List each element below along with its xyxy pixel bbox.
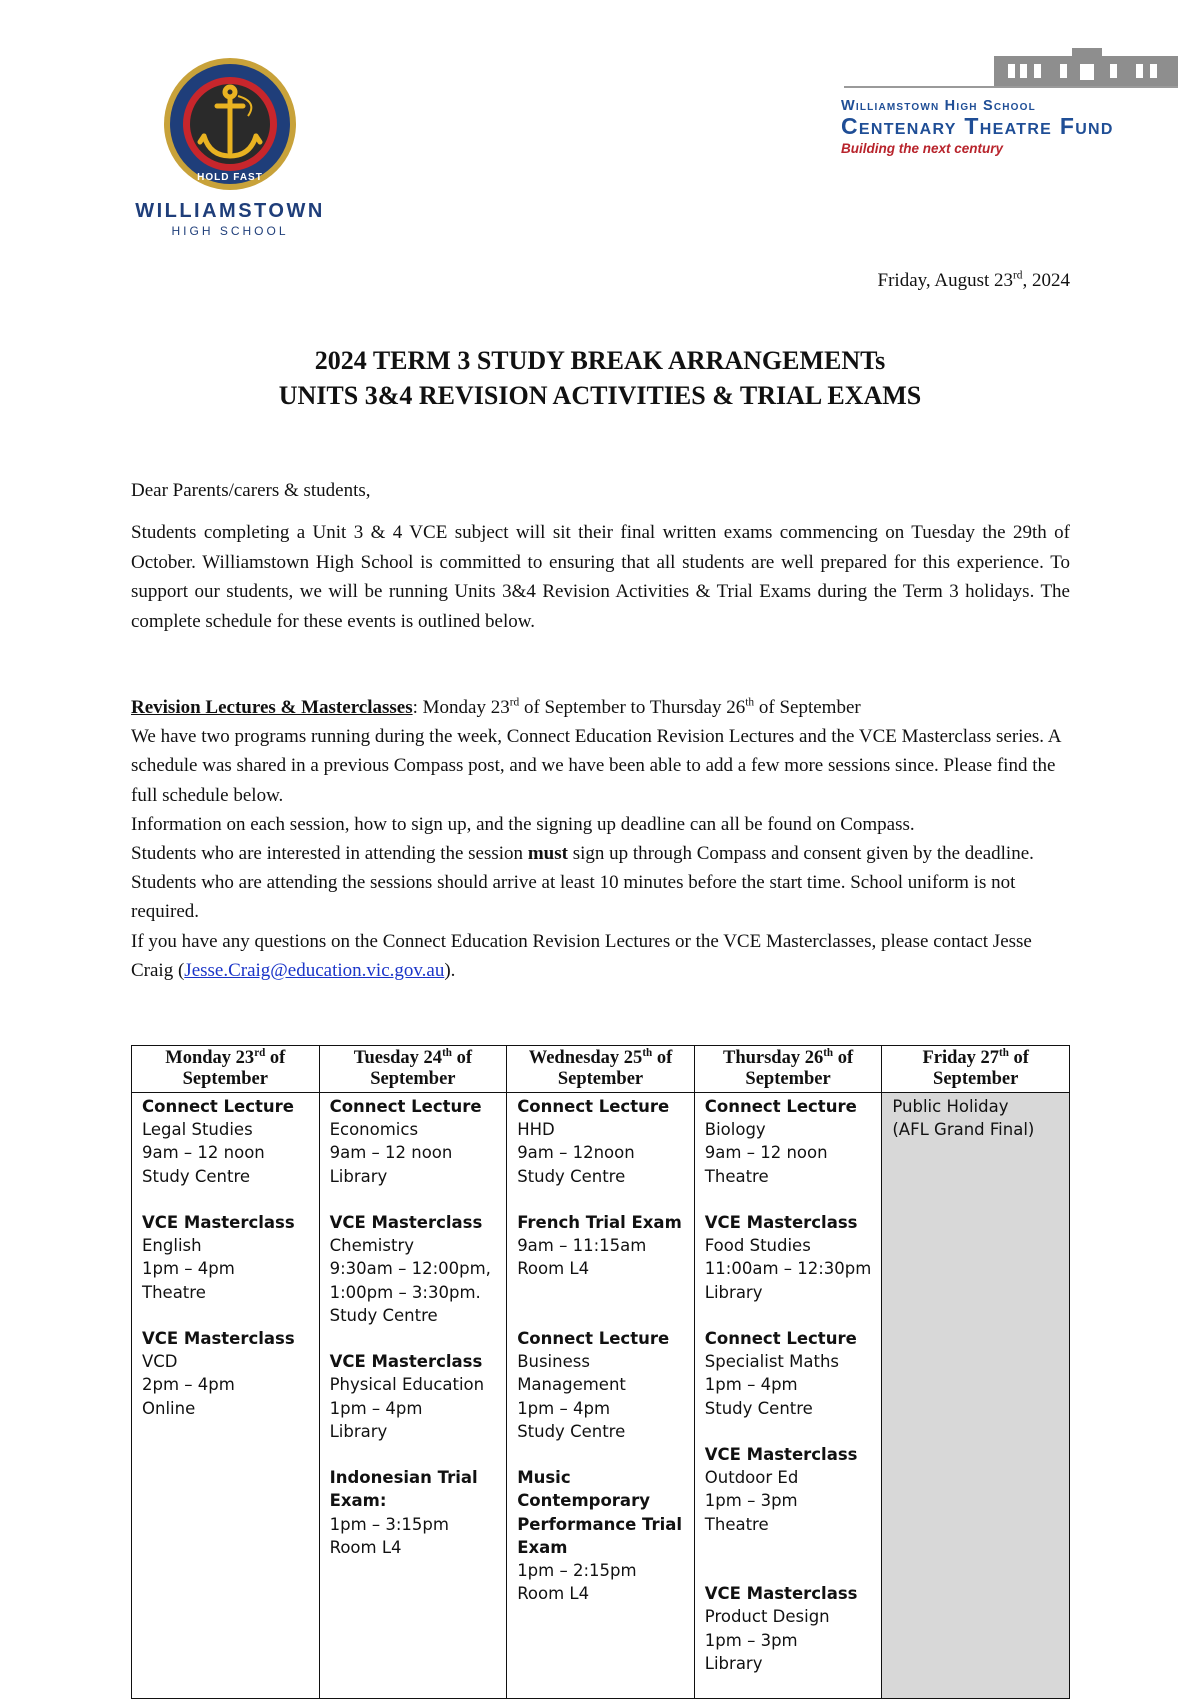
fund-title: Centenary Theatre Fund [841,113,1114,139]
event-detail: 1pm – 3pm [704,1630,798,1650]
revision-paragraph: Students who are attending the sessions should arrive at least 10 minutes before the start time. School uniform is not required. [131,872,1016,923]
event-detail: Physical Education [329,1375,485,1395]
day-header: Tuesday 24th of September [319,1046,507,1093]
event-detail: 1pm – 4pm [517,1398,611,1418]
event-detail: Study Centre [704,1398,813,1418]
day-header: Friday 27th of September [882,1046,1070,1093]
event-detail: Study Centre [142,1166,251,1186]
revision-paragraph: Students who are interested in attending the session must sign up through Compass and consent given by the deadline. [131,843,1034,865]
schedule-event [142,1327,313,1420]
event-detail: 1:00pm – 3:30pm. [329,1282,481,1302]
event-detail: English [142,1236,202,1256]
event-detail: Library [329,1421,388,1441]
schedule-event [330,1466,501,1559]
event-title: Music Contemporary Performance Trial Exam [517,1468,683,1557]
event-detail: Study Centre [329,1305,438,1325]
day-column [882,1093,1070,1699]
event-detail: 1pm – 4pm [329,1398,423,1418]
contact-email-link[interactable]: Jesse.Craig@education.vic.gov.au [184,959,445,981]
event-detail: 9am – 12 noon [329,1143,453,1163]
event-detail: Outdoor Ed [704,1468,799,1488]
event-title: Indonesian Trial Exam: [329,1468,478,1511]
event-detail: Theatre [142,1282,206,1302]
school-name: WILLIAMSTOWN [135,200,325,222]
event-detail: Theatre [704,1166,769,1186]
schedule-event [705,1327,876,1420]
event-detail: 1pm – 3pm [704,1491,798,1511]
event-title: French Trial Exam [517,1213,682,1232]
letter-date: Friday, August 23rd, 2024 [877,269,1070,291]
event-detail: 9am – 12noon [517,1143,635,1163]
event-detail: 11:00am – 12:30pm [704,1259,872,1279]
day-header: Wednesday 25th of September [507,1046,695,1093]
event-detail: Library [329,1166,388,1186]
school-subname: HIGH SCHOOL [171,224,289,238]
event-detail: 9:30am – 12:00pm, [329,1259,491,1279]
schedule-event [517,1095,688,1188]
event-detail: Biology [704,1120,766,1140]
event-detail: Study Centre [517,1166,626,1186]
event-detail: 1pm – 4pm [704,1375,798,1395]
event-detail: Room L4 [329,1537,402,1557]
event-title: VCE Masterclass [329,1213,483,1232]
schedule-event [517,1327,688,1443]
day-column [507,1093,695,1699]
event-detail: Legal Studies [142,1120,253,1140]
event-detail: 9am – 12 noon [142,1143,265,1163]
schedule-event [705,1582,876,1675]
event-detail: Chemistry [329,1236,414,1256]
event-detail: 1pm – 2:15pm [517,1561,637,1581]
schedule-event [330,1095,501,1188]
event-title: Connect Lecture [704,1097,857,1116]
event-detail: HHD [517,1120,555,1140]
event-detail: 9am – 11:15am [517,1236,647,1256]
event-detail: Room L4 [517,1259,590,1279]
letter-subtitle: UNITS 3&4 REVISION ACTIVITIES & TRIAL EXAMS [278,381,922,410]
event-detail: (AFL Grand Final) [892,1120,1035,1140]
schedule-header-row [132,1046,1070,1093]
event-title: VCE Masterclass [329,1352,483,1372]
event-detail: Economics [329,1120,419,1140]
schedule-table [131,1045,1070,1699]
schedule-body-row [132,1093,1070,1699]
event-detail: Specialist Maths [704,1352,839,1372]
revision-section [131,693,1076,985]
event-title: VCE Masterclass [142,1213,295,1232]
revision-paragraph: We have two programs running during the week, Connect Education Revision Lectures and the VCE Masterclass series. A schedule was shared in a previous Compass post, and we have been able to add a few more sessions since. Please find the full schedule below. [131,726,1061,806]
event-title: VCE Masterclass [704,1584,858,1604]
event-title: Connect Lecture [329,1097,482,1116]
day-column [694,1093,882,1699]
day-column [132,1093,320,1699]
schedule-event [142,1211,313,1304]
event-detail: 9am – 12 noon [704,1143,828,1163]
event-detail: Business Management [517,1352,626,1395]
event-detail: Public Holiday [892,1097,1009,1116]
schedule-event [330,1350,501,1443]
event-title: VCE Masterclass [704,1445,858,1464]
event-title: Connect Lecture [142,1097,294,1116]
revision-heading-line: Revision Lectures & Masterclasses: Monday 23rd of September to Thursday 26th of September [131,696,861,718]
event-detail: 2pm – 4pm [142,1375,235,1395]
event-title: Connect Lecture [704,1329,857,1348]
schedule-event [705,1211,876,1304]
event-detail: 1pm – 4pm [142,1259,235,1279]
event-detail: Online [142,1398,196,1418]
fund-school-name: Williamstown High School [841,98,1036,114]
event-detail: Library [704,1653,763,1673]
event-title: Connect Lecture [517,1329,670,1348]
event-title: VCE Masterclass [704,1213,858,1232]
event-detail: Food Studies [704,1236,811,1256]
revision-heading: Revision Lectures & Masterclasses [131,697,413,718]
day-header: Thursday 26th of September [694,1046,882,1093]
schedule-event [705,1443,876,1536]
day-column [319,1093,507,1699]
event-title: VCE Masterclass [142,1329,295,1348]
event-detail: Library [704,1282,763,1302]
day-header: Monday 23rd of September [132,1046,320,1093]
schedule-event [517,1211,688,1281]
fund-tagline: Building the next century [841,141,1004,156]
revision-paragraph: Information on each session, how to sign up, and the signing up deadline can all be found on Compass. [131,813,915,835]
crest-motto: HOLD FAST [197,172,263,183]
salutation: Dear Parents/carers & students, [131,480,371,501]
event-detail: Study Centre [517,1421,626,1441]
event-detail: 1pm – 3:15pm [329,1514,449,1534]
letter-title: 2024 TERM 3 STUDY BREAK ARRANGEMENTs [314,346,886,375]
contact-paragraph: If you have any questions on the Connect Education Revision Lectures or the VCE Masterclasses, please contact Jesse Craig (Jesse.Craig@education.vic.gov.au). [131,930,1032,981]
schedule-event [142,1095,313,1188]
intro-paragraph: Students completing a Unit 3 & 4 VCE subject will sit their final written exams commencing on Tuesday the 29th of October. Williamstown High School is committed to ensuring that all students are well prepared for this experience. To support our students, we will be running Units 3&4 Revision Activities & Trial Exams during the Term 3 holidays. The complete schedule for these events is outlined below. [131,522,1070,632]
schedule-event [705,1095,876,1188]
event-detail: Theatre [704,1514,769,1534]
schedule-event [330,1211,501,1327]
event-detail: Room L4 [517,1584,590,1604]
school-crest-logo [162,56,298,192]
event-detail: VCD [142,1352,178,1372]
event-title: Connect Lecture [517,1097,670,1116]
logo-divider [844,86,1178,88]
schedule-event [892,1095,1063,1141]
event-detail: Product Design [704,1607,830,1627]
schedule-event [517,1466,688,1605]
